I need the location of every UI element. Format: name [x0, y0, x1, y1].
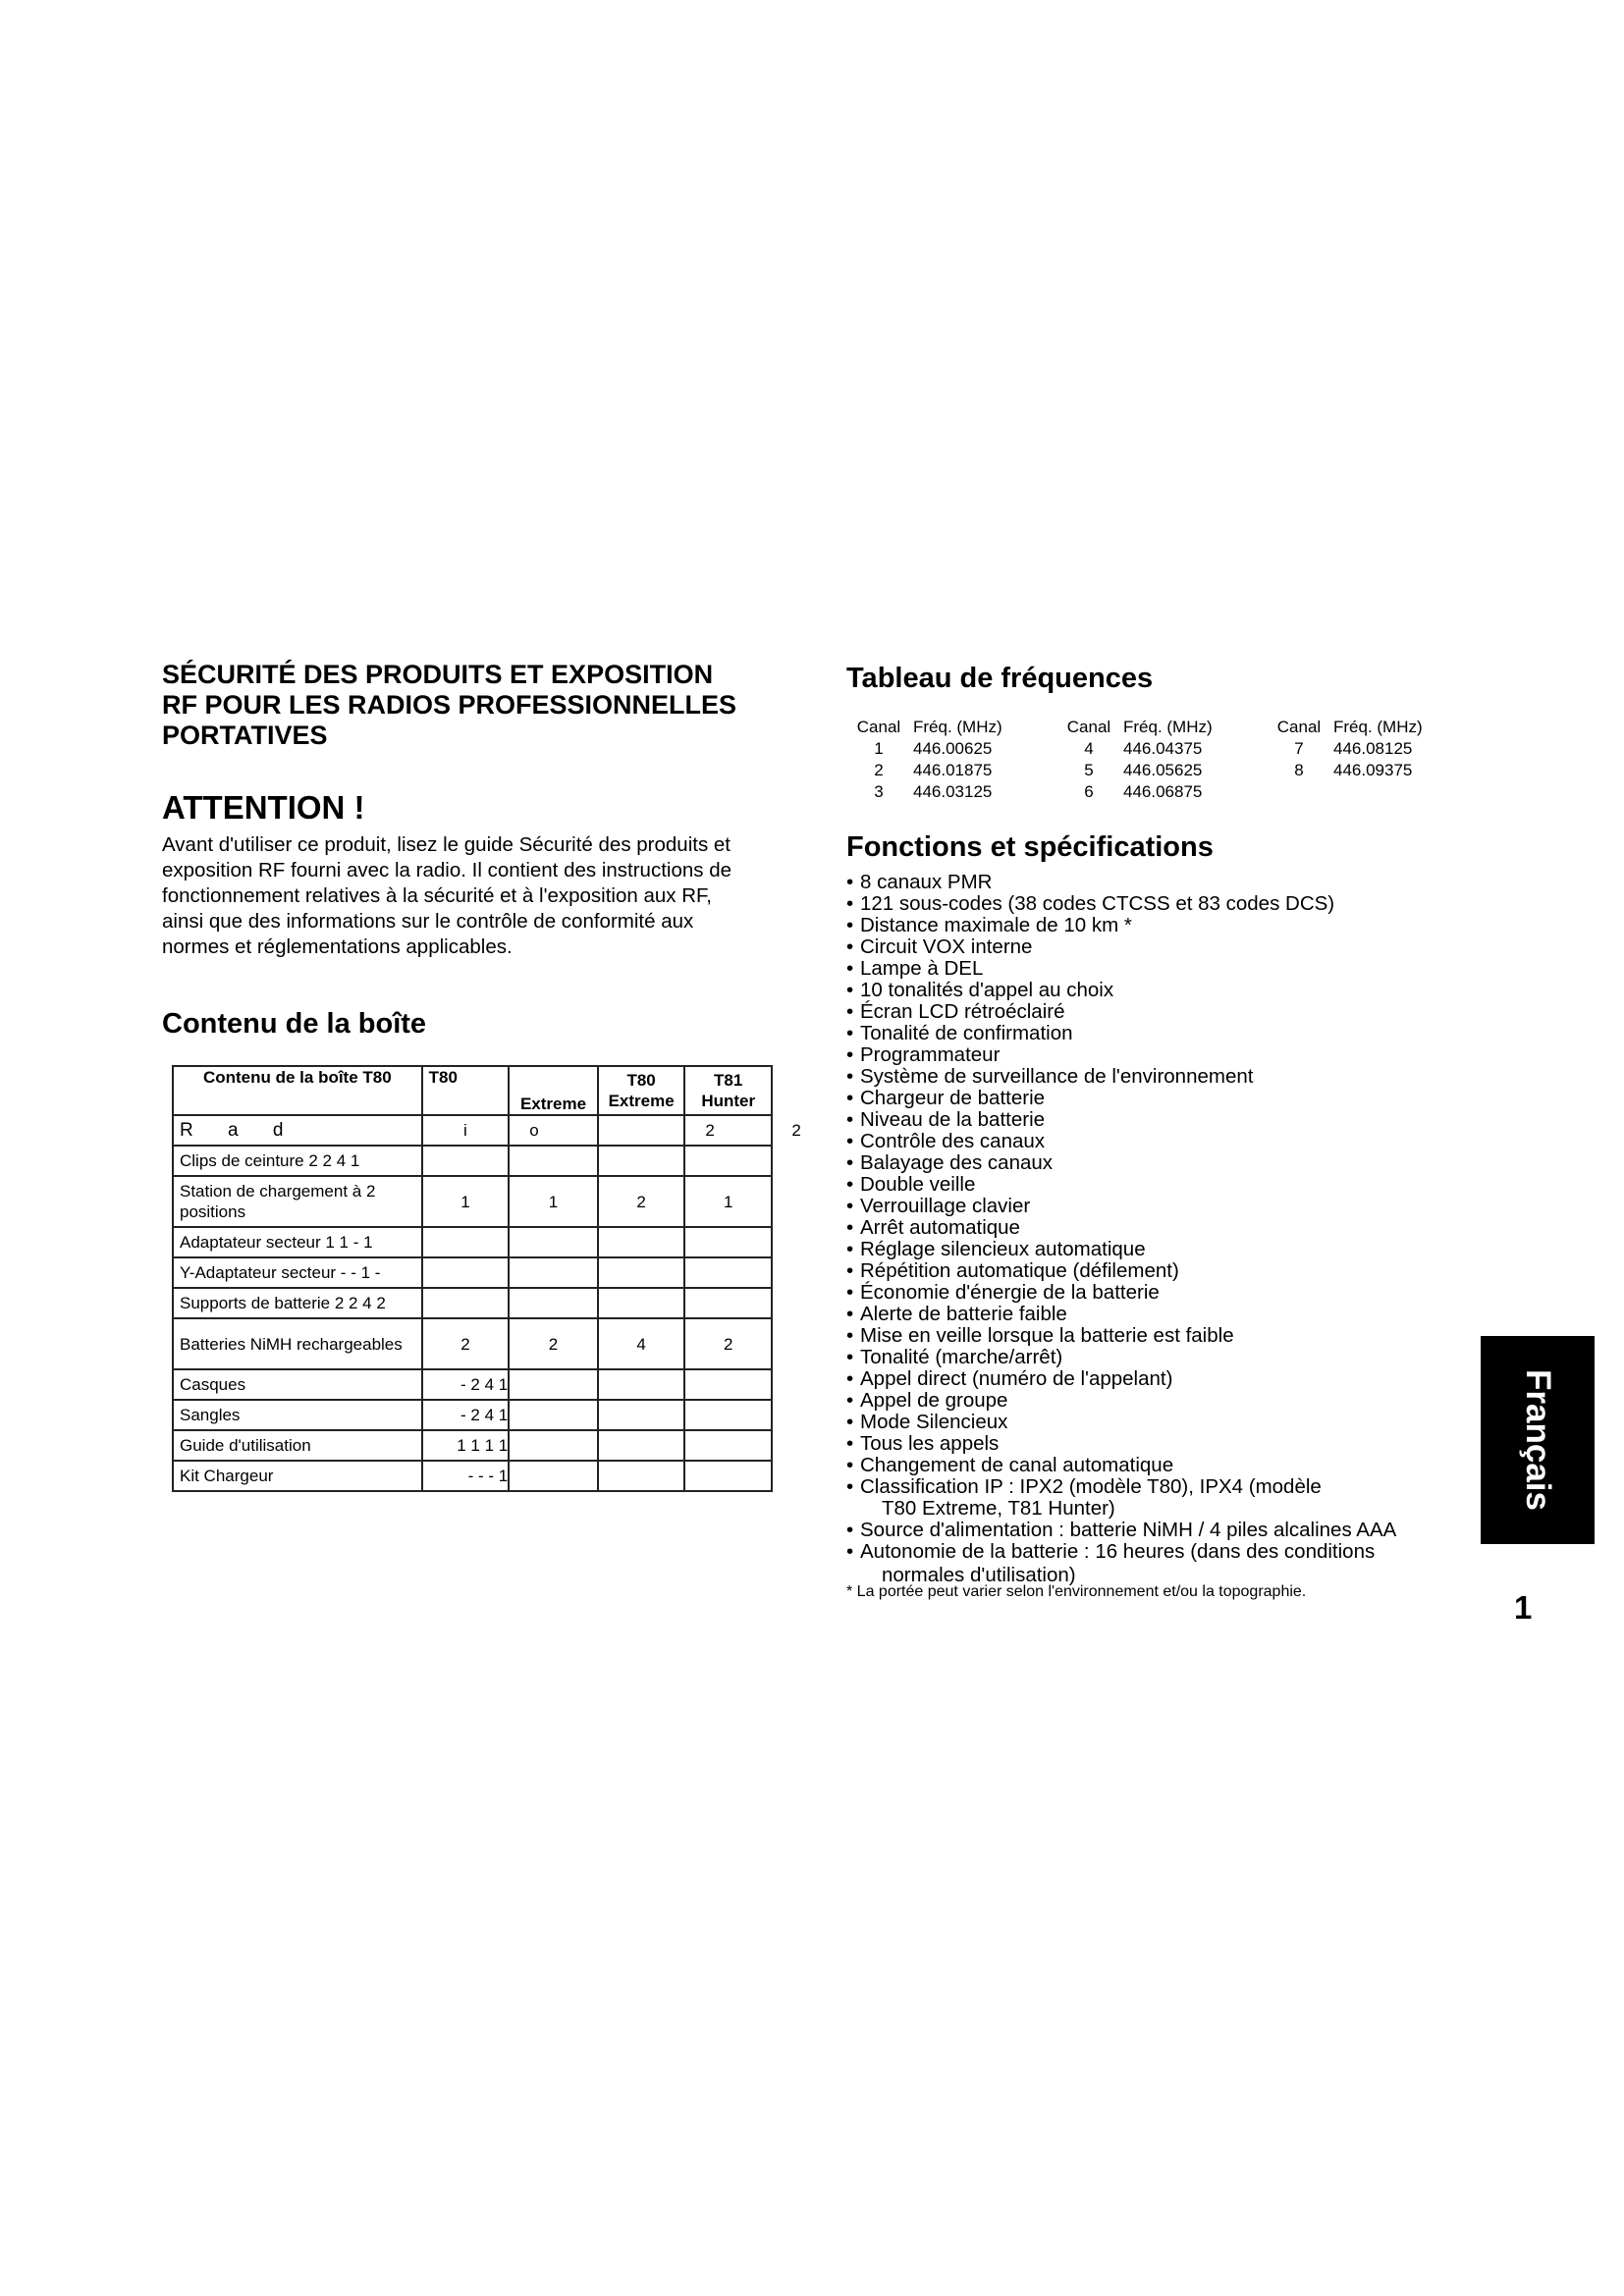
attention-body: [162, 832, 790, 960]
table-cell: 4: [598, 1318, 685, 1369]
safety-title-line: SÉCURITÉ DES PRODUITS ET EXPOSITION: [162, 660, 714, 689]
stray-value: 2: [791, 1121, 801, 1140]
table-cell: [684, 1461, 772, 1491]
list-item: • Arrêt automatique: [846, 1217, 1455, 1239]
frequency-row: [850, 738, 1481, 760]
freq-header: Fréq. (MHz): [1123, 718, 1213, 736]
channel-header: Canal: [1276, 718, 1322, 736]
list-item: • Programmateur: [846, 1044, 1455, 1066]
table-cell: [684, 1257, 772, 1288]
table-cell: Sangles: [173, 1400, 422, 1430]
table-cell: [684, 1288, 772, 1318]
table-cell: [684, 1115, 801, 1146]
list-item: • Double veille: [846, 1174, 1455, 1196]
list-item: • Économie d'énergie de la batterie: [846, 1282, 1455, 1304]
attention-line: exposition RF fourni avec la radio. Il contient des instructions de: [162, 859, 731, 881]
channel-header: Canal: [856, 718, 901, 736]
table-cell: [509, 1146, 598, 1176]
table-cell: Guide d'utilisation: [173, 1430, 422, 1461]
table-header-cell: T81 Hunter: [684, 1066, 772, 1115]
list-item: • Écran LCD rétroéclairé: [846, 1001, 1455, 1023]
table-cell: [422, 1146, 510, 1176]
list-item: • Tous les appels: [846, 1433, 1455, 1455]
table-cell: [598, 1400, 685, 1430]
list-item: • Classification IP : IPX2 (modèle T80), IPX4 (modèle: [846, 1476, 1455, 1498]
table-cell: Batteries NiMH rechargeables: [173, 1318, 422, 1369]
frequency-row: [850, 781, 1481, 803]
channel-number: 8: [1294, 761, 1304, 779]
table-cell: [684, 1146, 772, 1176]
language-tab-label: Français: [1519, 1369, 1557, 1511]
table-cell: [684, 1400, 772, 1430]
table-cell: [598, 1115, 685, 1146]
frequency-table: [850, 717, 1481, 803]
table-row: [173, 1176, 772, 1227]
table-row: [173, 1400, 772, 1430]
table-cell: 1: [422, 1176, 510, 1227]
table-row: [173, 1227, 772, 1257]
table-cell: - - - 1: [422, 1461, 510, 1491]
frequency-value: 446.01875: [913, 761, 993, 779]
list-item: • Mise en veille lorsque la batterie est faible: [846, 1325, 1455, 1347]
table-cell: [598, 1430, 685, 1461]
table-cell: 1: [509, 1176, 598, 1227]
channel-number: 1: [874, 739, 884, 758]
list-item: • Tonalité de confirmation: [846, 1023, 1455, 1044]
frequency-value: 446.05625: [1123, 761, 1203, 779]
table-cell: 1 1 1 1: [422, 1430, 510, 1461]
table-cell: [598, 1257, 685, 1288]
table-cell: - 2 4 1: [422, 1369, 510, 1400]
table-row: [173, 1369, 772, 1400]
table-cell: [509, 1227, 598, 1257]
safety-title-line: PORTATIVES: [162, 721, 328, 750]
table-cell: Adaptateur secteur 1 1 - 1: [173, 1227, 422, 1257]
table-cell: [684, 1227, 772, 1257]
table-cell: [509, 1257, 598, 1288]
frequency-table-heading: Tableau de fréquences: [846, 663, 1154, 694]
table-cell: o: [509, 1115, 598, 1146]
table-row: [173, 1115, 772, 1146]
table-cell: [684, 1369, 772, 1400]
table-header-cell: Contenu de la boîte T80: [173, 1066, 422, 1115]
channel-number: 5: [1084, 761, 1094, 779]
list-item: • Système de surveillance de l'environnement: [846, 1066, 1455, 1088]
channel-number: 4: [1084, 739, 1094, 758]
table-cell: i: [422, 1115, 510, 1146]
channel-number: 3: [874, 782, 884, 801]
table-cell: 2: [509, 1318, 598, 1369]
table-cell-value: 2: [705, 1121, 715, 1140]
table-cell: Supports de batterie 2 2 4 2: [173, 1288, 422, 1318]
table-cell: [422, 1227, 510, 1257]
table-cell: R a d: [173, 1115, 422, 1146]
attention-heading: ATTENTION !: [162, 789, 365, 826]
list-item: • Contrôle des canaux: [846, 1131, 1455, 1152]
list-item: • Balayage des canaux: [846, 1152, 1455, 1174]
list-item: • Distance maximale de 10 km *: [846, 915, 1455, 936]
safety-title: [162, 660, 790, 751]
table-cell: [598, 1461, 685, 1491]
table-header-cell: Extreme: [509, 1066, 598, 1115]
frequency-value: 446.08125: [1333, 739, 1413, 758]
table-cell: 1: [684, 1176, 772, 1227]
table-cell: [509, 1400, 598, 1430]
table-cell: [598, 1227, 685, 1257]
channel-number: 7: [1294, 739, 1304, 758]
frequency-value: 446.04375: [1123, 739, 1203, 758]
table-row: [173, 1430, 772, 1461]
frequency-value: 446.09375: [1333, 761, 1413, 779]
safety-title-line: RF POUR LES RADIOS PROFESSIONNELLES: [162, 690, 737, 720]
list-item: • Chargeur de batterie: [846, 1088, 1455, 1109]
channel-number: 2: [874, 761, 884, 779]
table-cell: [509, 1369, 598, 1400]
table-header-cell: T80: [422, 1066, 510, 1115]
table-row: [173, 1318, 772, 1369]
table-row: [173, 1257, 772, 1288]
table-cell: [509, 1288, 598, 1318]
table-cell: [598, 1146, 685, 1176]
page-number: 1: [1514, 1589, 1533, 1626]
table-cell: [598, 1369, 685, 1400]
frequency-row: [850, 760, 1481, 781]
table-cell: - 2 4 1: [422, 1400, 510, 1430]
table-cell: [422, 1288, 510, 1318]
list-item: • Changement de canal automatique: [846, 1455, 1455, 1476]
box-contents-table: [172, 1065, 801, 1492]
table-cell: [509, 1461, 598, 1491]
footnote: * La portée peut varier selon l'environnement et/ou la topographie.: [846, 1583, 1307, 1600]
freq-header: Fréq. (MHz): [913, 718, 1002, 736]
table-row: [173, 1461, 772, 1491]
language-tab: [1481, 1336, 1595, 1544]
functions-list: [846, 872, 1455, 1588]
freq-header: Fréq. (MHz): [1333, 718, 1423, 736]
list-item: • Verrouillage clavier: [846, 1196, 1455, 1217]
list-item: • 121 sous-codes (38 codes CTCSS et 83 codes DCS): [846, 893, 1455, 915]
table-row: [173, 1288, 772, 1318]
list-item: • Circuit VOX interne: [846, 936, 1455, 958]
frequency-value: 446.03125: [913, 782, 993, 801]
table-cell: Casques: [173, 1369, 422, 1400]
list-item: • Appel de groupe: [846, 1390, 1455, 1412]
attention-line: ainsi que des informations sur le contrôle de conformité aux: [162, 910, 694, 933]
table-cell: Y-Adaptateur secteur - - 1 -: [173, 1257, 422, 1288]
table-cell: Station de chargement à 2 positions: [173, 1176, 422, 1227]
table-cell: 2: [422, 1318, 510, 1369]
functions-heading: Fonctions et spécifications: [846, 831, 1214, 863]
table-cell: 2: [684, 1318, 772, 1369]
list-item: • Autonomie de la batterie : 16 heures (dans des conditions: [846, 1541, 1455, 1563]
list-item: • 10 tonalités d'appel au choix: [846, 980, 1455, 1001]
table-header-row: [173, 1066, 772, 1115]
list-item: • Répétition automatique (défilement): [846, 1260, 1455, 1282]
frequency-header-row: [850, 717, 1481, 738]
list-item: • Lampe à DEL: [846, 958, 1455, 980]
table-header-cell: T80 Extreme: [598, 1066, 685, 1115]
table-cell: [598, 1288, 685, 1318]
table-cell: [509, 1430, 598, 1461]
list-item: • Source d'alimentation : batterie NiMH / 4 piles alcalines AAA: [846, 1520, 1455, 1541]
list-item: • Niveau de la batterie: [846, 1109, 1455, 1131]
list-item: • Mode Silencieux: [846, 1412, 1455, 1433]
table-row: [173, 1146, 772, 1176]
list-item: • 8 canaux PMR: [846, 872, 1455, 893]
list-item-continuation: T80 Extreme, T81 Hunter): [882, 1497, 1115, 1520]
table-cell: [684, 1430, 772, 1461]
frequency-value: 446.00625: [913, 739, 993, 758]
attention-line: fonctionnement relatives à la sécurité et à l'exposition aux RF,: [162, 884, 712, 907]
list-item-continuation: normales d'utilisation): [882, 1564, 1076, 1586]
table-cell: [422, 1257, 510, 1288]
list-item: • Appel direct (numéro de l'appelant): [846, 1368, 1455, 1390]
list-item: • Alerte de batterie faible: [846, 1304, 1455, 1325]
channel-header: Canal: [1066, 718, 1111, 736]
list-item: • Tonalité (marche/arrêt): [846, 1347, 1455, 1368]
table-cell: 2: [598, 1176, 685, 1227]
box-contents-heading: Contenu de la boîte: [162, 1008, 427, 1040]
table-cell: Kit Chargeur: [173, 1461, 422, 1491]
frequency-value: 446.06875: [1123, 782, 1203, 801]
channel-number: 6: [1084, 782, 1094, 801]
table-cell: Clips de ceinture 2 2 4 1: [173, 1146, 422, 1176]
attention-line: Avant d'utiliser ce produit, lisez le guide Sécurité des produits et: [162, 833, 731, 856]
attention-line: normes et réglementations applicables.: [162, 935, 513, 958]
list-item: • Réglage silencieux automatique: [846, 1239, 1455, 1260]
